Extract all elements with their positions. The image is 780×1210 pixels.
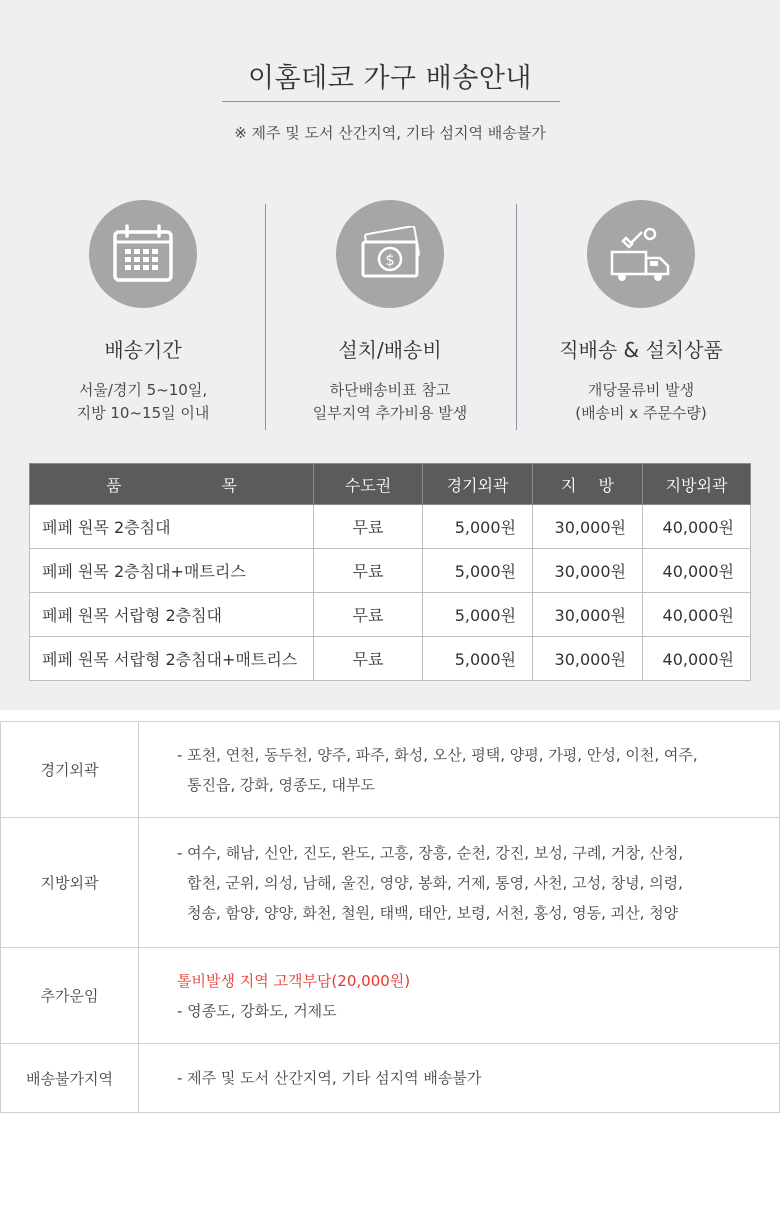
area-line: - 포천, 연천, 동두천, 양주, 파주, 화성, 오산, 평택, 양평, 가평, 안성, 이천, 여주, xyxy=(177,745,698,764)
area-list xyxy=(139,818,780,948)
toll-notice: 톨비발생 지역 고객부담(20,000원) xyxy=(177,971,411,990)
area-line: 합천, 군위, 의성, 남해, 울진, 영양, 봉화, 거제, 통영, 사천, 고성, 창녕, 의령, xyxy=(187,873,683,892)
fee-gyeonggi-outer: 5,000원 xyxy=(423,637,533,681)
fee-regional-outer: 40,000원 xyxy=(643,549,751,593)
shipping-fee-table xyxy=(29,463,751,681)
product-name: 페페 원목 서랍형 2층침대 xyxy=(30,593,314,637)
feature-title: 설치/배송비 xyxy=(338,338,442,362)
fee-metro: 무료 xyxy=(314,637,423,681)
table-row xyxy=(30,505,751,549)
area-row-regional xyxy=(1,818,780,948)
title-underline xyxy=(222,101,560,102)
fee-metro: 무료 xyxy=(314,593,423,637)
fee-regional: 30,000원 xyxy=(533,505,643,549)
area-line: 통진읍, 강화, 영종도, 대부도 xyxy=(187,775,375,794)
fee-regional: 30,000원 xyxy=(533,549,643,593)
area-line: - 영종도, 강화도, 거제도 xyxy=(177,1001,337,1020)
area-list xyxy=(139,722,780,818)
area-label: 배송불가지역 xyxy=(1,1044,139,1113)
feature-desc xyxy=(265,379,515,425)
area-line: - 제주 및 도서 산간지역, 기타 섬지역 배송불가 xyxy=(177,1069,482,1087)
product-name: 페페 원목 2층침대 xyxy=(30,505,314,549)
table-row xyxy=(30,593,751,637)
feature-title: 직배송 & 설치상품 xyxy=(559,338,723,362)
feature-desc-line: 서울/경기 5~10일, xyxy=(78,381,208,399)
delivery-area-table xyxy=(0,721,780,1113)
area-list xyxy=(139,948,780,1044)
money-icon xyxy=(336,200,444,308)
col-header-regional xyxy=(533,464,643,505)
product-name: 페페 원목 2층침대+매트리스 xyxy=(30,549,314,593)
fee-regional: 30,000원 xyxy=(533,637,643,681)
col-header-metro: 수도권 xyxy=(314,464,423,505)
col-header-gyeonggi-outer: 경기외곽 xyxy=(423,464,533,505)
area-label: 추가운임 xyxy=(1,948,139,1044)
feature-desc-line: 지방 10~15일 이내 xyxy=(76,404,210,422)
feature-desc-line: 일부지역 추가비용 발생 xyxy=(312,404,468,422)
fee-gyeonggi-outer: 5,000원 xyxy=(423,549,533,593)
area-row-no-delivery xyxy=(1,1044,780,1113)
feature-direct-delivery xyxy=(516,200,766,425)
feature-desc-line: 개당물류비 발생 xyxy=(587,381,695,399)
fee-gyeonggi-outer: 5,000원 xyxy=(423,505,533,549)
delivery-restriction-note: ※ 제주 및 도서 산간지역, 기타 섬지역 배송불가 xyxy=(234,124,546,142)
fee-regional: 30,000원 xyxy=(533,593,643,637)
fee-regional-outer: 40,000원 xyxy=(643,593,751,637)
area-row-extra-charge xyxy=(1,948,780,1044)
col-header-text: 방 xyxy=(598,475,614,495)
col-header-text: 품 xyxy=(106,475,122,495)
area-row-gyeonggi xyxy=(1,722,780,818)
svg-text:$: $ xyxy=(385,251,395,269)
col-header-item xyxy=(30,464,314,505)
fee-regional-outer: 40,000원 xyxy=(643,505,751,549)
area-label: 지방외곽 xyxy=(1,818,139,948)
feature-desc xyxy=(516,379,766,425)
feature-install-fee xyxy=(265,200,515,425)
truck-icon xyxy=(587,200,695,308)
product-name: 페페 원목 서랍형 2층침대+매트리스 xyxy=(30,637,314,681)
area-line: - 여수, 해남, 신안, 진도, 완도, 고흥, 장흥, 순천, 강진, 보성, 구례, 거창, 산청, xyxy=(177,843,684,862)
table-row xyxy=(30,549,751,593)
area-list xyxy=(139,1044,780,1113)
col-header-text: 목 xyxy=(221,475,237,495)
feature-desc-line: 하단배송비표 참고 xyxy=(329,381,451,399)
fee-metro: 무료 xyxy=(314,505,423,549)
page-title: 이홈데코 가구 배송안내 xyxy=(248,63,532,94)
area-label: 경기외곽 xyxy=(1,722,139,818)
col-header-text: 지 xyxy=(561,475,577,495)
fee-gyeonggi-outer: 5,000원 xyxy=(423,593,533,637)
fee-regional-outer: 40,000원 xyxy=(643,637,751,681)
table-row xyxy=(30,637,751,681)
col-header-regional-outer: 지방외곽 xyxy=(643,464,751,505)
table-header-row xyxy=(30,464,751,505)
feature-desc-line: (배송비 x 주문수량) xyxy=(575,404,707,422)
calendar-icon xyxy=(89,200,197,308)
fee-metro: 무료 xyxy=(314,549,423,593)
feature-delivery-period xyxy=(18,200,268,425)
feature-title: 배송기간 xyxy=(104,338,182,362)
area-line: 청송, 함양, 양양, 화천, 철원, 태백, 태안, 보령, 서천, 홍성, 영동, 괴산, 청양 xyxy=(187,903,679,922)
feature-desc xyxy=(18,379,268,425)
